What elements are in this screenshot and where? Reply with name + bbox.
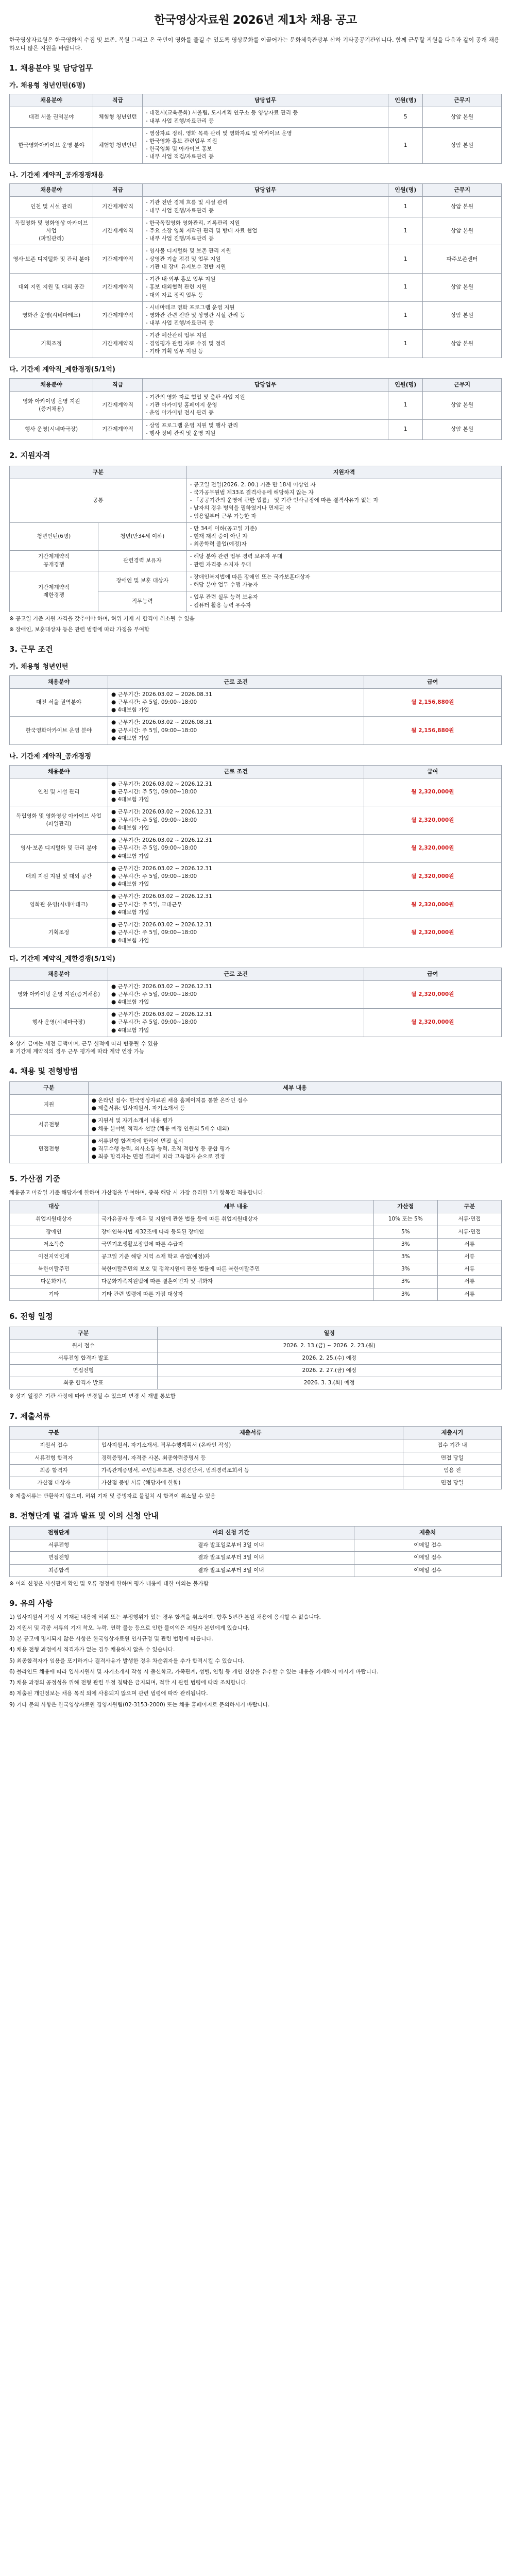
salary-cell: 월 2,320,000원 bbox=[364, 919, 501, 947]
table-row bbox=[10, 1464, 502, 1477]
column-header: 근무지 bbox=[423, 184, 502, 197]
column-header: 담당업무 bbox=[142, 184, 388, 197]
column-header: 구분 bbox=[10, 466, 187, 479]
column-header: 채용분야 bbox=[10, 765, 108, 778]
table-cell: ● 근무기간: 2026.03.02 ~ 2026.12.31 ● 근무시간: 주 5일, 09:00~18:00 ● 4대보험 가입 bbox=[108, 835, 364, 863]
table-cell: 결과 발표일로부터 3일 이내 bbox=[108, 1564, 354, 1577]
table-cell: - 공고일 전일(2026. 2. 00.) 기준 만 18세 이상인 자 - 국가공무원법 제33조 결격사유에 해당하지 않는 자 - 「공공기관의 운영에 관한 법률」 및 기관 인사규정에 따른 결격사유가 없는 자 - 남자의 경우 병역을 필하였거나 면제된 자 - 임용일부터 근무 가능한 자 bbox=[186, 479, 501, 522]
table-cell: 1 bbox=[388, 391, 423, 419]
table-row bbox=[10, 1564, 502, 1577]
table-row bbox=[10, 551, 502, 571]
table-cell: 서류전형 bbox=[10, 1115, 89, 1135]
column-header: 구분 bbox=[10, 1327, 158, 1340]
column-header: 급여 bbox=[364, 675, 501, 688]
table-cell: 독립영화 및 영화영상 아카이브 사업(파일관리) bbox=[10, 806, 108, 835]
table-cell: 기간제계약직 bbox=[93, 391, 143, 419]
table-cell: 영사·보존 디지털화 및 관리 분야 bbox=[10, 245, 93, 274]
table-cell: 체험형 청년인턴 bbox=[93, 107, 143, 127]
notice-item: 9) 기타 문의 사항은 한국영상자료원 경영지원팀(02-3153-2000) 또는 채용 홈페이지로 문의하시기 바랍니다. bbox=[9, 1701, 270, 1708]
table-cell: 가족관계증명서, 주민등록초본, 건강진단서, 범죄경력조회서 등 bbox=[98, 1464, 403, 1477]
table-cell: 면접전형 bbox=[10, 1552, 108, 1564]
table-cell: 기간제계약직 bbox=[93, 245, 143, 274]
table-cell: 국민기초생활보장법에 따른 수급자 bbox=[98, 1238, 373, 1250]
table-cell: 인천 및 시설 관리 bbox=[10, 197, 93, 217]
table-cell: 독립영화 및 영화영상 아카이브 사업 (파일관리) bbox=[10, 217, 93, 245]
table-cell: ● 지원서 및 자기소개서 내용 평가 ● 채용 분야별 적격자 선발 (채용 예정 인원의 5배수 내외) bbox=[88, 1115, 501, 1135]
table-cell: 다문화가족지원법에 따른 결혼이민자 및 귀화자 bbox=[98, 1276, 373, 1288]
table-cell: 영화관 운영(시네마테크) bbox=[10, 301, 93, 330]
salary-cell: 월 2,156,880원 bbox=[364, 717, 501, 745]
table-cell: 체험형 청년인턴 bbox=[93, 127, 143, 163]
table-cell: ● 근무기간: 2026.03.02 ~ 2026.12.31 ● 근무시간: 주 5일, 09:00~18:00 ● 4대보험 가입 bbox=[108, 806, 364, 835]
table-cell: 인천 및 시설 관리 bbox=[10, 778, 108, 806]
table-row bbox=[10, 1251, 502, 1263]
table-cell: - 영상자료 정리, 영화 목록 관리 및 영화자료 및 아카이브 운영 - 한국영화 홍보 관련업무 지원 - 한국영화 및 아카이브 홍보 - 내부 사업 적검/자료관리 등 bbox=[142, 127, 388, 163]
table-row bbox=[10, 479, 502, 522]
column-header: 급여 bbox=[364, 968, 501, 980]
table-cell: 면접전형 bbox=[10, 1135, 89, 1163]
table-cell: 기간제계약직 bbox=[93, 301, 143, 330]
notice-item: 4) 채용 전형 과정에서 적격자가 없는 경우 채용하지 않을 수 있습니다. bbox=[9, 1647, 175, 1653]
section-heading: 9. 유의 사항 bbox=[9, 1599, 53, 1608]
table-row bbox=[10, 1340, 502, 1352]
table-cell: 행사 운영(시네마극장) bbox=[10, 419, 93, 439]
table-cell: 3% bbox=[373, 1251, 437, 1263]
table-row bbox=[10, 1352, 502, 1364]
table-cell: ● 근무기간: 2026.03.02 ~ 2026.12.31 ● 근무시간: 주 5일, 09:00~18:00 ● 4대보험 가입 bbox=[108, 1009, 364, 1037]
table-row bbox=[10, 778, 502, 806]
table-row bbox=[10, 1439, 502, 1452]
work-condition-table-intern bbox=[9, 675, 502, 745]
table-cell: 서류 bbox=[437, 1238, 501, 1250]
table-row bbox=[10, 391, 502, 419]
table-cell: 2026. 3. 3.(화) 예정 bbox=[157, 1377, 502, 1389]
note: ※ 상기 일정은 기관 사정에 따라 변경될 수 있으며 변경 시 개별 통보함 bbox=[9, 1393, 176, 1400]
table-cell: - 기관 내·외부 홍보 업무 지원 - 홍보 대외협력 관련 지원 - 대외 자료 정리 업무 등 bbox=[142, 274, 388, 302]
table-cell: 1 bbox=[388, 419, 423, 439]
table-row bbox=[10, 1226, 502, 1238]
column-header: 근무지 bbox=[423, 378, 502, 391]
table-cell: 북한이탈주민의 보호 및 정착지원에 관한 법률에 따른 북한이탈주민 bbox=[98, 1263, 373, 1276]
table-cell: 2026. 2. 25.(수) 예정 bbox=[157, 1352, 502, 1364]
column-header: 구분 bbox=[10, 1082, 89, 1095]
table-cell: ● 근무기간: 2026.03.02 ~ 2026.12.31 ● 근무시간: 주 5일, 09:00~18:00 ● 4대보험 가입 bbox=[108, 919, 364, 947]
table-cell: 서류전형 합격자 bbox=[10, 1452, 98, 1464]
salary-cell: 월 2,320,000원 bbox=[364, 806, 501, 835]
table-cell: 국가유공자 등 예우 및 지원에 관한 법률 등에 따른 취업지원대상자 bbox=[98, 1213, 373, 1226]
table-cell: 결과 발표일로부터 3일 이내 bbox=[108, 1552, 354, 1564]
column-header: 구분 bbox=[437, 1200, 501, 1213]
table-cell: 5 bbox=[388, 107, 423, 127]
table-cell: ● 근무기간: 2026.03.02 ~ 2026.12.31 ● 근무시간: 주 5일, 교대근무 ● 4대보험 가입 bbox=[108, 891, 364, 919]
recruitment-table-intern bbox=[9, 94, 502, 163]
table-cell: 기타 관련 법령에 따른 가점 대상자 bbox=[98, 1288, 373, 1300]
table-cell: 기타 bbox=[10, 1288, 98, 1300]
table-cell: 기획조정 bbox=[10, 919, 108, 947]
column-header: 제출처 bbox=[354, 1527, 502, 1539]
table-cell: 기간제계약직 공개경쟁 bbox=[10, 551, 98, 571]
table-cell: 상암 본원 bbox=[423, 330, 502, 358]
table-cell: 10% 또는 5% bbox=[373, 1213, 437, 1226]
section-heading: 3. 근무 조건 bbox=[9, 645, 53, 654]
table-cell: 북한이탈주민 bbox=[10, 1263, 98, 1276]
table-cell: 서류·면접 bbox=[437, 1213, 501, 1226]
schedule-table bbox=[9, 1327, 502, 1390]
table-cell: 원서 접수 bbox=[10, 1340, 158, 1352]
table-row bbox=[10, 1213, 502, 1226]
table-cell: 서류전형 합격자 발표 bbox=[10, 1352, 158, 1364]
section-heading: 2. 지원자격 bbox=[9, 450, 50, 460]
table-row bbox=[10, 835, 502, 863]
table-row bbox=[10, 1377, 502, 1389]
table-cell: 결과 발표일로부터 3일 이내 bbox=[108, 1539, 354, 1552]
table-cell: - 업무 관련 실무 능력 보유자 - 컴퓨터 활용 능력 우수자 bbox=[186, 591, 501, 612]
table-row bbox=[10, 197, 502, 217]
notice-item: 1) 입사지원서 작성 시 기재된 내용에 허위 또는 부정행위가 있는 경우 합격을 취소하며, 향후 5년간 본원 채용에 응시할 수 없습니다. bbox=[9, 1614, 321, 1620]
table-row bbox=[10, 1009, 502, 1037]
table-cell: 장애인 및 보훈 대상자 bbox=[98, 571, 186, 591]
note: ※ 장애인, 보훈대상자 등은 관련 법령에 따라 가점을 부여함 bbox=[9, 626, 150, 633]
table-cell: 관련경력 보유자 bbox=[98, 551, 186, 571]
table-cell: 서류전형 bbox=[10, 1539, 108, 1552]
table-cell: 지원 bbox=[10, 1094, 89, 1114]
table-cell: ● 근무기간: 2026.03.02 ~ 2026.08.31 ● 근무시간: 주 5일, 09:00~18:00 ● 4대보험 가입 bbox=[108, 688, 364, 717]
section-heading: 8. 전형단계 별 결과 발표 및 이의 신청 안내 bbox=[9, 1511, 159, 1521]
salary-cell: 월 2,320,000원 bbox=[364, 862, 501, 891]
table-cell: 가산점 대상자 bbox=[10, 1477, 98, 1489]
table-cell: 3% bbox=[373, 1276, 437, 1288]
table-cell: 대외 지원 지원 및 대외 공간 bbox=[10, 274, 93, 302]
table-cell: 대외 지원 지원 및 대외 공간 bbox=[10, 862, 108, 891]
table-cell: 기간제계약직 bbox=[93, 330, 143, 358]
table-cell: 서류 bbox=[437, 1276, 501, 1288]
table-cell: 접수 기간 내 bbox=[403, 1439, 501, 1452]
table-cell: ● 온라인 접수: 한국영상자료원 채용 홈페이지를 통한 온라인 접수 ● 제출서류: 입사지원서, 자기소개서 등 bbox=[88, 1094, 501, 1114]
table-cell: 이메일 접수 bbox=[354, 1539, 502, 1552]
section-heading: 7. 제출서류 bbox=[9, 1411, 50, 1421]
table-row bbox=[10, 862, 502, 891]
table-row bbox=[10, 1365, 502, 1377]
table-cell: ● 서류전형 합격자에 한하여 면접 실시 ● 직무수행 능력, 의사소통 능력, 조직 적합성 등 종합 평가 ● 최종 합격자는 면접 결과에 따라 고득점자 순으로 결정 bbox=[88, 1135, 501, 1163]
table-cell: - 상영 프로그램 운영 지원 및 행사 관리 - 행사 장비 관리 및 운영 지원 bbox=[142, 419, 388, 439]
table-cell: - 시네마테크 영화 프로그램 운영 지원 - 영화관 관련 전반 및 상영관 시설 관리 등 - 내부 사업 진행/자료관리 등 bbox=[142, 301, 388, 330]
table-cell: 취업지원대상자 bbox=[10, 1213, 98, 1226]
salary-cell: 월 2,320,000원 bbox=[364, 778, 501, 806]
column-header: 담당업무 bbox=[142, 94, 388, 107]
table-cell: 서류 bbox=[437, 1263, 501, 1276]
table-row bbox=[10, 1276, 502, 1288]
table-cell: 상암 본원 bbox=[423, 107, 502, 127]
column-header: 채용분야 bbox=[10, 675, 108, 688]
table-cell: 저소득층 bbox=[10, 1238, 98, 1250]
column-header: 가산점 bbox=[373, 1200, 437, 1213]
table-cell: 최종합격 bbox=[10, 1564, 108, 1577]
table-cell: 상암 본원 bbox=[423, 197, 502, 217]
table-cell: 기간제계약직 bbox=[93, 274, 143, 302]
notice-item: 3) 본 공고에 명시되지 않은 사항은 한국영상자료원 인사규정 및 관련 법령에 따릅니다. bbox=[9, 1636, 213, 1642]
table-cell: 이전지역인재 bbox=[10, 1251, 98, 1263]
table-cell: - 영사물 디지털화 및 보존 관리 지원 - 상영관 기술 점검 및 업무 지원 - 기관 내 장비 유지보수 전반 지원 bbox=[142, 245, 388, 274]
table-row bbox=[10, 1263, 502, 1276]
table-row bbox=[10, 1094, 502, 1114]
table-cell: 기획조정 bbox=[10, 330, 93, 358]
column-header: 구분 bbox=[10, 1427, 98, 1439]
table-row bbox=[10, 274, 502, 302]
table-cell: 이메일 접수 bbox=[354, 1564, 502, 1577]
table-row bbox=[10, 127, 502, 163]
work-condition-table-limited bbox=[9, 968, 502, 1037]
subsection-heading: 가. 채용형 청년인턴(6명) bbox=[9, 81, 86, 90]
table-row bbox=[10, 419, 502, 439]
table-cell: 공통 bbox=[10, 479, 187, 522]
salary-cell: 월 2,320,000원 bbox=[364, 891, 501, 919]
table-cell: 청년(만34세 이하) bbox=[98, 522, 186, 551]
table-cell: 1 bbox=[388, 127, 423, 163]
paragraph: 채용공고 마감일 기준 해당자에 한하여 가산점을 부여하며, 중복 해당 시 가장 유리한 1개 항목만 적용합니다. bbox=[9, 1190, 265, 1196]
column-header: 근로 조건 bbox=[108, 968, 364, 980]
column-header: 채용분야 bbox=[10, 184, 93, 197]
table-cell: 공고일 기준 해당 지역 소재 학교 졸업(예정)자 bbox=[98, 1251, 373, 1263]
column-header: 세부 내용 bbox=[98, 1200, 373, 1213]
table-cell: - 기관 전반 경제 흐름 및 시설 관리 - 내부 사업 진행/자료관리 등 bbox=[142, 197, 388, 217]
table-cell: 임용 전 bbox=[403, 1464, 501, 1477]
column-header: 제출서류 bbox=[98, 1427, 403, 1439]
column-header: 채용분야 bbox=[10, 378, 93, 391]
qualification-table bbox=[9, 466, 502, 612]
table-cell: 이메일 접수 bbox=[354, 1552, 502, 1564]
column-header: 이의 신청 기간 bbox=[108, 1527, 354, 1539]
table-row bbox=[10, 688, 502, 717]
table-cell: 상암 본원 bbox=[423, 127, 502, 163]
table-cell: 한국영화아카이브 운영 분야 bbox=[10, 127, 93, 163]
table-row bbox=[10, 1452, 502, 1464]
table-cell: 면접전형 bbox=[10, 1365, 158, 1377]
salary-cell: 월 2,156,880원 bbox=[364, 688, 501, 717]
section-heading: 6. 전형 일정 bbox=[9, 1311, 53, 1321]
table-row bbox=[10, 1539, 502, 1552]
table-cell: 3% bbox=[373, 1288, 437, 1300]
table-row bbox=[10, 980, 502, 1009]
note: ※ 상기 급여는 세전 금액이며, 근무 실적에 따라 변동될 수 있음 ※ 기간제 계약직의 경우 근무 평가에 따라 계약 연장 가능 bbox=[9, 1040, 158, 1055]
bonus-points-table bbox=[9, 1200, 502, 1300]
column-header: 인원(명) bbox=[388, 184, 423, 197]
column-header: 직급 bbox=[93, 184, 143, 197]
table-cell: 가산점 증빙 서류 (해당자에 한함) bbox=[98, 1477, 403, 1489]
column-header: 근로 조건 bbox=[108, 675, 364, 688]
column-header: 대상 bbox=[10, 1200, 98, 1213]
table-cell: 영화 아카이빙 운영 지원(증거채용) bbox=[10, 980, 108, 1009]
note: ※ 이의 신청은 사실관계 확인 및 오류 정정에 한하며 평가 내용에 대한 이의는 불가함 bbox=[9, 1580, 209, 1587]
table-row bbox=[10, 522, 502, 551]
table-row bbox=[10, 330, 502, 358]
table-cell: 입사지원서, 자기소개서, 직무수행계획서 (온라인 작성) bbox=[98, 1439, 403, 1452]
column-header: 직급 bbox=[93, 378, 143, 391]
column-header: 전형단계 bbox=[10, 1527, 108, 1539]
table-row bbox=[10, 1552, 502, 1564]
table-cell: ● 근무기간: 2026.03.02 ~ 2026.08.31 ● 근무시간: 주 5일, 09:00~18:00 ● 4대보험 가입 bbox=[108, 717, 364, 745]
table-cell: 서류 bbox=[437, 1288, 501, 1300]
column-header: 채용분야 bbox=[10, 968, 108, 980]
table-cell: 3% bbox=[373, 1263, 437, 1276]
table-cell: 영사·보존 디지털화 및 관리 분야 bbox=[10, 835, 108, 863]
subsection-heading: 다. 기간제 계약직_제한경쟁(5/1억) bbox=[9, 366, 115, 374]
table-row bbox=[10, 217, 502, 245]
section-heading: 1. 채용분야 및 담당업무 bbox=[9, 63, 93, 73]
table-cell: - 대전시(교육문화) 서울팀, 도시계획 연구소 등 영상자료 관리 등 - 내부 사업 진행/자료관리 등 bbox=[142, 107, 388, 127]
intro-text: 한국영상자료원은 한국영화의 수집 및 보존, 복원 그리고 온 국민이 영화를 즐길 수 있도록 영상문화를 이끌어가는 문화체육관광부 산하 기타공공기관입니다. 함께 근무할 직원을 다음과 같이 공개 채용하오니 많은 지원을 바랍니다. bbox=[9, 36, 500, 52]
table-cell: 한국영화아카이브 운영 분야 bbox=[10, 717, 108, 745]
table-cell: ● 근무기간: 2026.03.02 ~ 2026.12.31 ● 근무시간: 주 5일, 09:00~18:00 ● 4대보험 가입 bbox=[108, 980, 364, 1009]
column-header: 일정 bbox=[157, 1327, 502, 1340]
page-title: 한국영상자료원 2026년 제1차 채용 공고 bbox=[154, 14, 357, 27]
table-row bbox=[10, 301, 502, 330]
table-row bbox=[10, 107, 502, 127]
column-header: 제출시기 bbox=[403, 1427, 501, 1439]
table-cell: 상암 본원 bbox=[423, 391, 502, 419]
table-cell: - 해당 분야 관련 업무 경력 보유자 우대 - 관련 자격증 소지자 우대 bbox=[186, 551, 501, 571]
subsection-heading: 나. 기간제 계약직_공개경쟁채용 bbox=[9, 171, 104, 179]
table-cell: - 장애인복지법에 따른 장애인 또는 국가보훈대상자 - 해당 분야 업무 수행 가능자 bbox=[186, 571, 501, 591]
table-cell: 1 bbox=[388, 301, 423, 330]
work-condition-table-open bbox=[9, 765, 502, 947]
table-cell: 기간제계약직 bbox=[93, 217, 143, 245]
subsection-heading: 나. 기간제 계약직_공개경쟁 bbox=[9, 753, 91, 761]
table-cell: 영화 아카이빙 운영 지원 (증거채용) bbox=[10, 391, 93, 419]
table-cell: 대전 서울 권역분야 bbox=[10, 688, 108, 717]
column-header: 인원(명) bbox=[388, 94, 423, 107]
table-cell: 3% bbox=[373, 1238, 437, 1250]
table-cell: 청년인턴(6명) bbox=[10, 522, 98, 551]
notice-item: 5) 최종합격자가 임용을 포기하거나 결격사유가 발생한 경우 차순위자를 추가 합격시킬 수 있습니다. bbox=[9, 1657, 245, 1664]
notice-item: 6) 블라인드 채용에 따라 입사지원서 및 자기소개서 작성 시 출신학교, 가족관계, 성별, 연령 등 개인 신상을 유추할 수 있는 내용을 기재하지 마시기 바랍니다. bbox=[9, 1668, 379, 1675]
table-cell: 영화관 운영(시네마테크) bbox=[10, 891, 108, 919]
table-cell: 최종 합격자 bbox=[10, 1464, 98, 1477]
table-row bbox=[10, 1288, 502, 1300]
column-header: 채용분야 bbox=[10, 94, 93, 107]
table-cell: ● 근무기간: 2026.03.02 ~ 2026.12.31 ● 근무시간: 주 5일, 09:00~18:00 ● 4대보험 가입 bbox=[108, 862, 364, 891]
table-cell: 면접 당일 bbox=[403, 1477, 501, 1489]
table-cell: 5% bbox=[373, 1226, 437, 1238]
table-cell: 직무능력 bbox=[98, 591, 186, 612]
table-cell: 기간제계약직 bbox=[93, 197, 143, 217]
section-heading: 5. 가산점 기준 bbox=[9, 1174, 61, 1184]
table-cell: - 기관의 영화 자료 협업 및 출판 사업 지원 - 기관 아카이빙 홈페이지 운영 - 운영 아카이빙 전시 관리 등 bbox=[142, 391, 388, 419]
table-cell: 행사 운영(시네마극장) bbox=[10, 1009, 108, 1037]
table-row bbox=[10, 1238, 502, 1250]
column-header: 근무지 bbox=[423, 94, 502, 107]
table-cell: 최종 합격자 발표 bbox=[10, 1377, 158, 1389]
table-cell: 파주보존센터 bbox=[423, 245, 502, 274]
table-cell: 상암 본원 bbox=[423, 301, 502, 330]
table-cell: 서류 bbox=[437, 1251, 501, 1263]
note: ※ 공고일 기준 지원 자격을 갖추어야 하며, 허위 기재 시 합격이 취소될 수 있음 bbox=[9, 615, 195, 622]
table-cell: ● 근무기간: 2026.03.02 ~ 2026.12.31 ● 근무시간: 주 5일, 09:00~18:00 ● 4대보험 가입 bbox=[108, 778, 364, 806]
notice-item: 8) 제출된 개인정보는 채용 목적 외에 사용되지 않으며 관련 법령에 따라 관리됩니다. bbox=[9, 1690, 208, 1697]
table-cell: 서류·면접 bbox=[437, 1226, 501, 1238]
subsection-heading: 다. 기간제 계약직_제한경쟁(5/1억) bbox=[9, 955, 115, 963]
column-header: 인원(명) bbox=[388, 378, 423, 391]
table-row bbox=[10, 717, 502, 745]
note: ※ 제출서류는 반환하지 않으며, 허위 기재 및 증빙자료 불일치 시 합격이 취소될 수 있음 bbox=[9, 1493, 216, 1500]
salary-cell: 월 2,320,000원 bbox=[364, 835, 501, 863]
section-heading: 4. 채용 및 전형방법 bbox=[9, 1066, 78, 1076]
table-cell: 1 bbox=[388, 217, 423, 245]
table-row bbox=[10, 919, 502, 947]
table-cell: 1 bbox=[388, 330, 423, 358]
documents-table bbox=[9, 1426, 502, 1489]
table-cell: 경력증명서, 자격증 사본, 최종학력증명서 등 bbox=[98, 1452, 403, 1464]
table-cell: - 기관 예산관리 업무 지원 - 경영평가 관련 자료 수집 및 정리 - 기타 기획 업무 지원 등 bbox=[142, 330, 388, 358]
table-row bbox=[10, 1477, 502, 1489]
recruitment-table-open bbox=[9, 183, 502, 358]
table-cell: 1 bbox=[388, 245, 423, 274]
table-cell: 기간제계약직 bbox=[93, 419, 143, 439]
column-header: 지원자격 bbox=[186, 466, 501, 479]
appeal-table bbox=[9, 1526, 502, 1577]
table-cell: 2026. 2. 27.(금) 예정 bbox=[157, 1365, 502, 1377]
table-cell: 장애인복지법 제32조에 따라 등록된 장애인 bbox=[98, 1226, 373, 1238]
table-cell: 2026. 2. 13.(금) ~ 2026. 2. 23.(월) bbox=[157, 1340, 502, 1352]
column-header: 세부 내용 bbox=[88, 1082, 501, 1095]
table-cell: 상암 본원 bbox=[423, 419, 502, 439]
table-cell: 1 bbox=[388, 274, 423, 302]
table-cell: 장애인 bbox=[10, 1226, 98, 1238]
recruitment-table-limited bbox=[9, 378, 502, 440]
column-header: 직급 bbox=[93, 94, 143, 107]
table-row bbox=[10, 1115, 502, 1135]
table-row bbox=[10, 245, 502, 274]
salary-cell: 월 2,320,000원 bbox=[364, 980, 501, 1009]
table-cell: 다문화가족 bbox=[10, 1276, 98, 1288]
table-row bbox=[10, 806, 502, 835]
table-cell: - 한국독립영화 영화관리, 기록관리 지원 - 주요 소장 영화 저작권 관리 및 방대 자료 협업 - 내부 사업 진행/자료관리 등 bbox=[142, 217, 388, 245]
notice-item: 7) 채용 과정의 공정성을 위해 전형 관련 부정 청탁은 금지되며, 적발 시 관련 법령에 따라 조치합니다. bbox=[9, 1680, 248, 1686]
subsection-heading: 가. 채용형 청년인턴 bbox=[9, 663, 69, 671]
column-header: 담당업무 bbox=[142, 378, 388, 391]
notice-item: 2) 지원서 및 각종 서류의 기재 착오, 누락, 연락 불능 등으로 인한 불이익은 지원자 본인에게 있습니다. bbox=[9, 1625, 250, 1632]
salary-cell: 월 2,320,000원 bbox=[364, 1009, 501, 1037]
table-row bbox=[10, 1135, 502, 1163]
selection-process-table bbox=[9, 1081, 502, 1163]
table-cell: 대전 서울 권역분야 bbox=[10, 107, 93, 127]
column-header: 급여 bbox=[364, 765, 501, 778]
table-row bbox=[10, 571, 502, 591]
table-cell: 상암 본원 bbox=[423, 274, 502, 302]
table-cell: 기간제계약직 제한경쟁 bbox=[10, 571, 98, 612]
table-row bbox=[10, 891, 502, 919]
column-header: 근로 조건 bbox=[108, 765, 364, 778]
table-cell: - 만 34세 이하(공고일 기준) - 현재 재직 중이 아닌 자 - 최종학력 졸업(예정)자 bbox=[186, 522, 501, 551]
table-cell: 지원서 접수 bbox=[10, 1439, 98, 1452]
table-cell: 면접 당일 bbox=[403, 1452, 501, 1464]
table-cell: 상암 본원 bbox=[423, 217, 502, 245]
table-cell: 1 bbox=[388, 197, 423, 217]
